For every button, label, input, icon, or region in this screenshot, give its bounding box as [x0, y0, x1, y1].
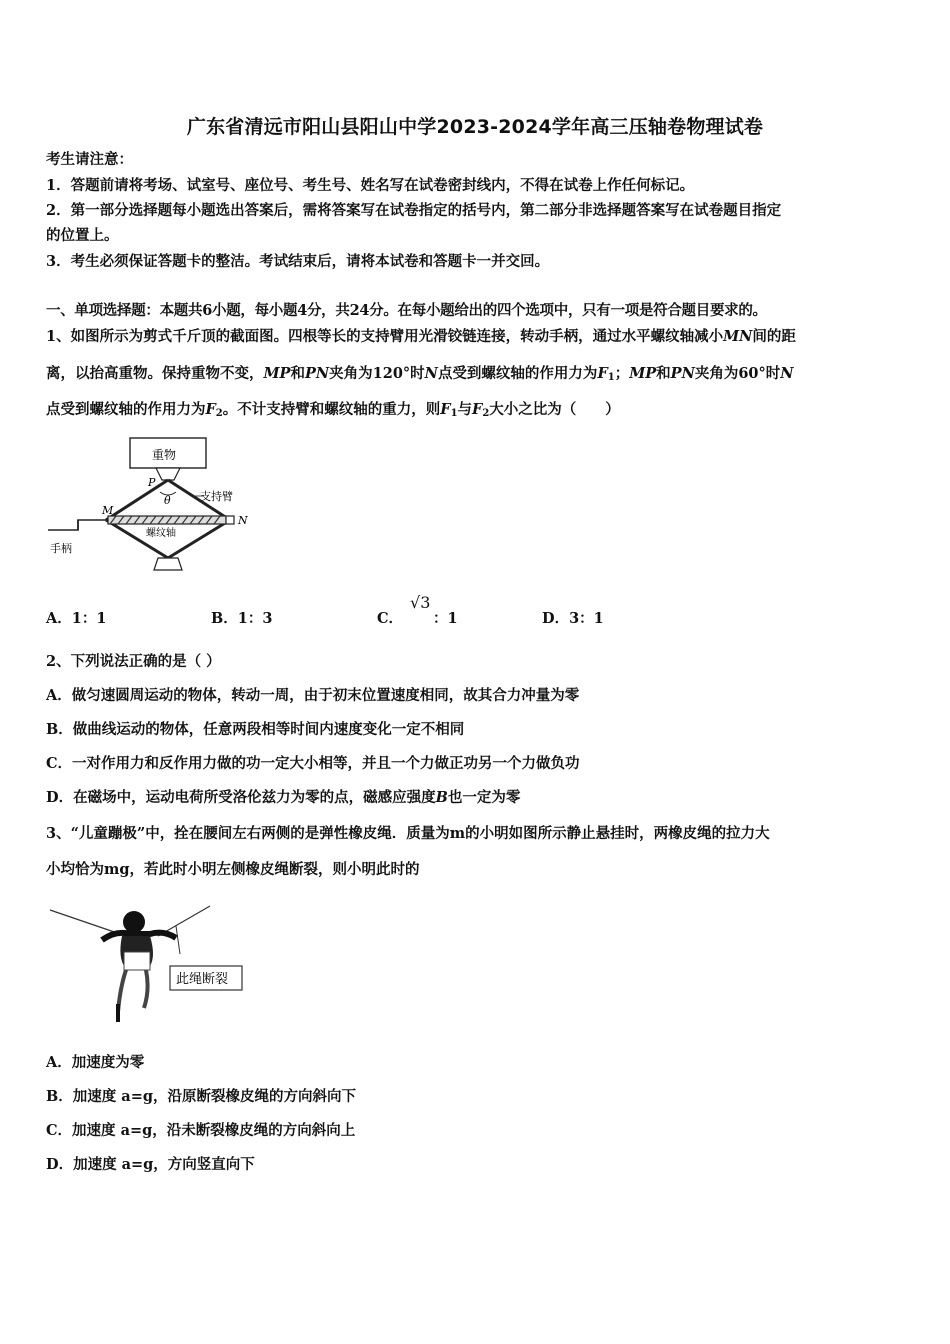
q2-option-c: C．一对作用力和反作用力做的功一定大小相等，并且一个力做正功另一个力做负功 — [46, 755, 580, 772]
notice-heading: 考生请注意： — [46, 151, 133, 168]
page-title: 广东省清远市阳山县阳山中学2023-2024学年高三压轴卷物理试卷 — [186, 116, 764, 138]
broken-rope-label: 此绳断裂 — [176, 972, 229, 987]
child-legs — [118, 970, 148, 1012]
top-hinge — [156, 468, 180, 480]
q3-option-d: D．加速度 a=g，方向竖直向下 — [46, 1156, 255, 1173]
handle-label: 手柄 — [50, 542, 72, 555]
handle-rod — [48, 520, 106, 530]
q1-option-c-sqrt: √3 — [410, 593, 431, 612]
q1-option-b: B．1：3 — [211, 610, 273, 627]
q1-option-c-prefix: C． — [377, 610, 404, 627]
q3-option-c: C．加速度 a=g，沿未断裂橡皮绳的方向斜向上 — [46, 1122, 356, 1139]
screw-label: 螺纹轴 — [146, 528, 176, 539]
arm-nq — [168, 520, 230, 558]
arm-mp — [106, 480, 168, 520]
q3-option-b: B．加速度 a=g，沿原断裂橡皮绳的方向斜向下 — [46, 1088, 356, 1105]
m-label: M — [102, 504, 114, 517]
load-label: 重物 — [152, 448, 177, 462]
p-label: P — [148, 476, 156, 489]
q3-line-1: 3、“儿童蹦极”中，拴在腰间左右两侧的是弹性橡皮绳．质量为m的小明如图所示静止悬挂时，两橡皮绳的拉力大 — [46, 825, 770, 842]
scissor-jack-figure — [44, 432, 264, 572]
q1-line-3: 点受到螺纹轴的作用力为$F_2$。不计支持臂和螺纹轴的重力，则$F_1$与$F_2$大小之比为（ ） — [46, 401, 620, 419]
q1-option-d: D．3：1 — [542, 610, 604, 627]
q1-option-a: A．1：1 — [46, 610, 107, 627]
nut-n — [226, 516, 234, 524]
arm-mq — [106, 520, 168, 558]
q2-option-b: B．做曲线运动的物体，任意两段相等时间内速度变化一定不相同 — [46, 721, 465, 738]
notice-item-2-cont: 的位置上。 — [46, 227, 119, 244]
base — [154, 558, 182, 570]
q1-option-c-rest: ：1 — [433, 610, 458, 627]
notice-item-2: 2．第一部分选择题每小题选出答案后，需将答案写在试卷指定的括号内，第二部分非选择题答案写在试卷题目指定 — [46, 202, 782, 219]
q2-stem: 2、下列说法正确的是（ ） — [46, 653, 221, 670]
child-head — [123, 911, 145, 933]
q2-option-a: A．做匀速圆周运动的物体，转动一周，由于初末位置速度相同，故其合力冲量为零 — [46, 687, 580, 704]
q1-line-2: 离，以抬高重物。保持重物不变，MP和PN夹角为120°时N点受到螺纹轴的作用力为$F_1$；MP和PN夹角为60°时N — [46, 365, 794, 383]
q2-option-d: D．在磁场中，运动电荷所受洛伦兹力为零的点，磁感应强度B也一定为零 — [46, 789, 521, 806]
pointer-line — [176, 926, 180, 954]
q1-line-1: 1、如图所示为剪式千斤顶的截面图。四根等长的支持臂用光滑铰链连接，转动手柄，通过水平螺纹轴减小MN间的距 — [46, 328, 796, 345]
bungee-figure — [46, 900, 256, 1030]
q3-option-a: A．加速度为零 — [46, 1054, 145, 1071]
theta-label: θ — [164, 494, 171, 507]
notice-item-3: 3．考生必须保证答题卡的整洁。考试结束后，请将本试卷和答题卡一并交回。 — [46, 253, 550, 270]
q3-line-2: 小均恰为mg，若此时小明左侧橡皮绳断裂，则小明此时的 — [46, 861, 420, 878]
harness — [124, 952, 150, 970]
n-label: N — [238, 514, 248, 527]
section-heading: 一、单项选择题：本题共6小题，每小题4分，共24分。在每小题给出的四个选项中，只有一项是符合题目要求的。 — [46, 302, 767, 319]
arm-label: 支持臂 — [200, 490, 233, 503]
notice-item-1: 1．答题前请将考场、试室号、座位号、考生号、姓名写在试卷密封线内，不得在试卷上作任何标记。 — [46, 177, 695, 194]
